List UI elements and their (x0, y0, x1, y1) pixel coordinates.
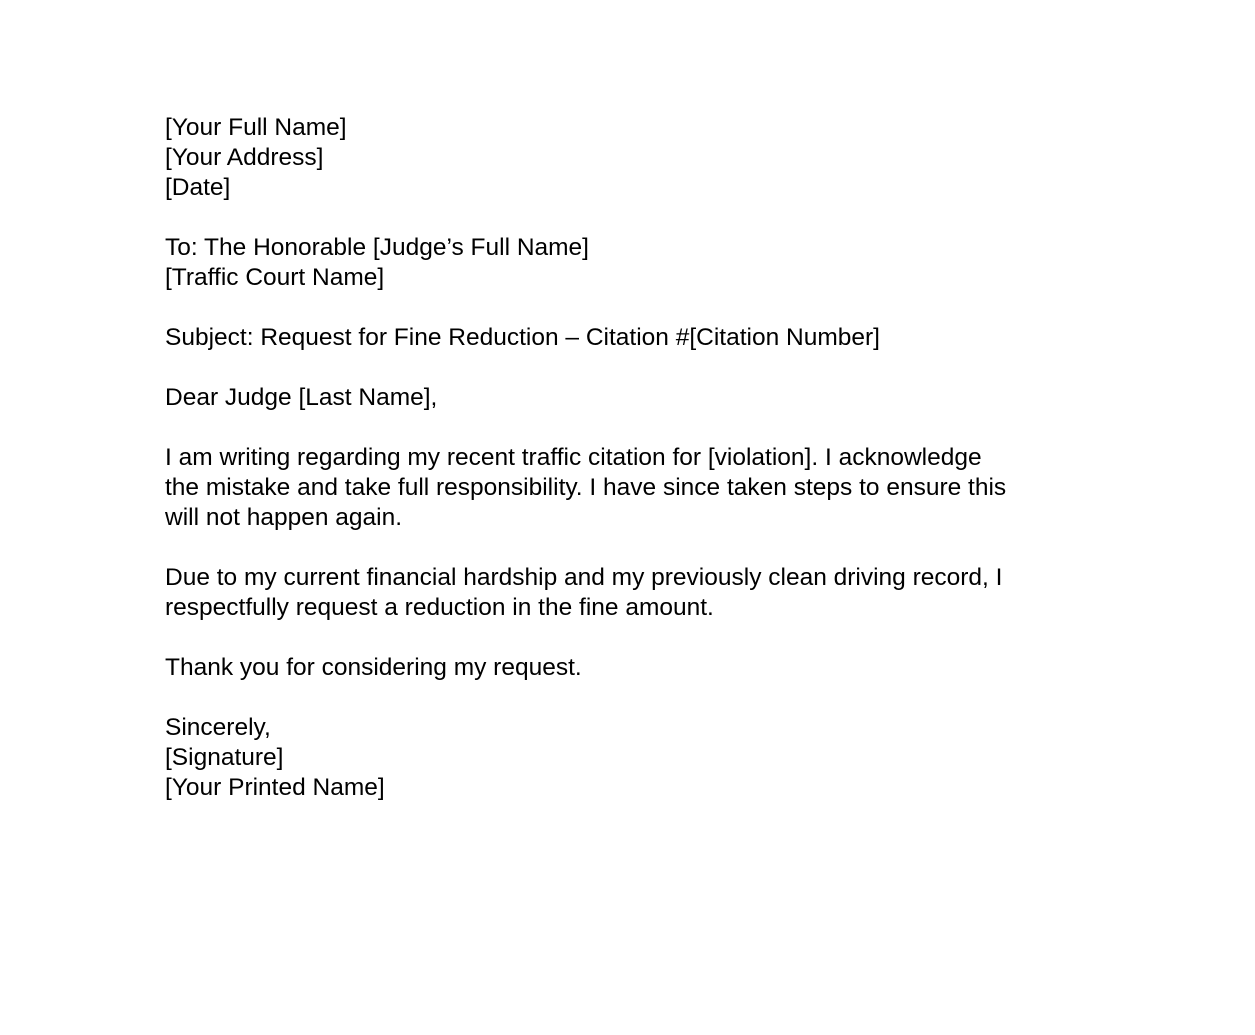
salutation: Dear Judge [Last Name], (165, 384, 438, 411)
printed-name: [Your Printed Name] (165, 774, 385, 801)
paragraph-line: will not happen again. (165, 504, 403, 531)
paragraph-line: respectfully request a reduction in the fine amount. (165, 594, 714, 621)
spacer (165, 533, 1165, 563)
body-paragraph-2 (165, 563, 1165, 623)
spacer (165, 683, 1165, 713)
body-paragraph-1 (165, 443, 1165, 533)
spacer (165, 623, 1165, 653)
recipient-court: [Traffic Court Name] (165, 264, 385, 291)
valediction: Sincerely, (165, 714, 271, 741)
letter-document (165, 113, 1165, 803)
signature-placeholder: [Signature] (165, 744, 284, 771)
recipient-judge: To: The Honorable [Judge’s Full Name] (165, 234, 589, 261)
subject-line: Subject: Request for Fine Reduction – Citation #[Citation Number] (165, 324, 880, 351)
sender-address: [Your Address] (165, 144, 324, 171)
sender-name: [Your Full Name] (165, 114, 347, 141)
spacer (165, 203, 1165, 233)
body-paragraph-3: Thank you for considering my request. (165, 654, 582, 681)
recipient-block (165, 233, 1165, 293)
paragraph-line: the mistake and take full responsibility. I have since taken steps to ensure this (165, 474, 1007, 501)
sender-block (165, 113, 1165, 203)
closing-block (165, 713, 1165, 803)
spacer (165, 293, 1165, 323)
paragraph-line: I am writing regarding my recent traffic citation for [violation]. I acknowledge (165, 444, 982, 471)
spacer (165, 353, 1165, 383)
letter-date: [Date] (165, 174, 231, 201)
spacer (165, 413, 1165, 443)
paragraph-line: Due to my current financial hardship and my previously clean driving record, I (165, 564, 1003, 591)
